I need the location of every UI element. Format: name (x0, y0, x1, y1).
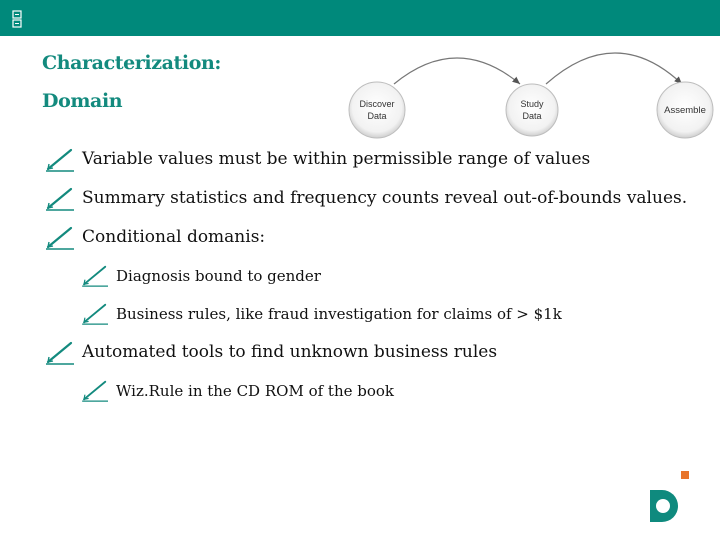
flow-node-label: Discover (359, 99, 395, 109)
bullet-text: Automated tools to find unknown business rules (82, 342, 498, 362)
flow-node-study-data (506, 84, 558, 136)
pen-bullet-icon (44, 147, 78, 173)
slide-title-line-2: Domain (42, 90, 123, 112)
flow-node-discover-data (349, 82, 405, 138)
pen-bullet-icon (44, 186, 78, 212)
pen-bullet-icon (80, 302, 112, 326)
flow-arrow-discover-to-study (394, 58, 520, 84)
pen-bullet-icon (44, 340, 78, 366)
bullet-text: Diagnosis bound to gender (116, 267, 321, 285)
bullet-item (44, 218, 704, 257)
bullet-text: Variable values must be within permissible range of values (82, 149, 591, 169)
flow-node-label: Data (367, 111, 387, 121)
flow-arrow-study-to-assemble (546, 53, 682, 84)
flow-node-label: Assemble (664, 105, 706, 116)
flow-node-assemble (657, 82, 713, 138)
process-flow-diagram (340, 40, 720, 150)
brand-logo-icon (640, 468, 696, 524)
pen-bullet-icon (80, 264, 112, 288)
pen-bullet-icon (44, 225, 78, 251)
bullet-item (44, 333, 704, 372)
sub-bullet-item (44, 372, 704, 410)
bullet-item (44, 140, 704, 179)
slide-title (42, 44, 221, 120)
sub-bullet-item (44, 295, 704, 333)
bullet-text: Summary statistics and frequency counts reveal out-of-bounds values. (82, 188, 688, 208)
bullet-list (44, 140, 704, 410)
sub-bullet-item (44, 257, 704, 295)
flow-node-label: Data (522, 111, 542, 121)
bullet-text: Conditional domanis: (82, 227, 266, 247)
slide-marker-icon (12, 10, 22, 28)
bullet-item (44, 179, 704, 218)
header-bar (0, 0, 720, 36)
bullet-text: Wiz.Rule in the CD ROM of the book (116, 382, 395, 400)
bullet-text: Business rules, like fraud investigation for claims of > $1k (116, 305, 562, 323)
flow-node-label: Study (520, 99, 544, 109)
slide-title-line-1: Characterization: (42, 52, 222, 74)
pen-bullet-icon (80, 379, 112, 403)
